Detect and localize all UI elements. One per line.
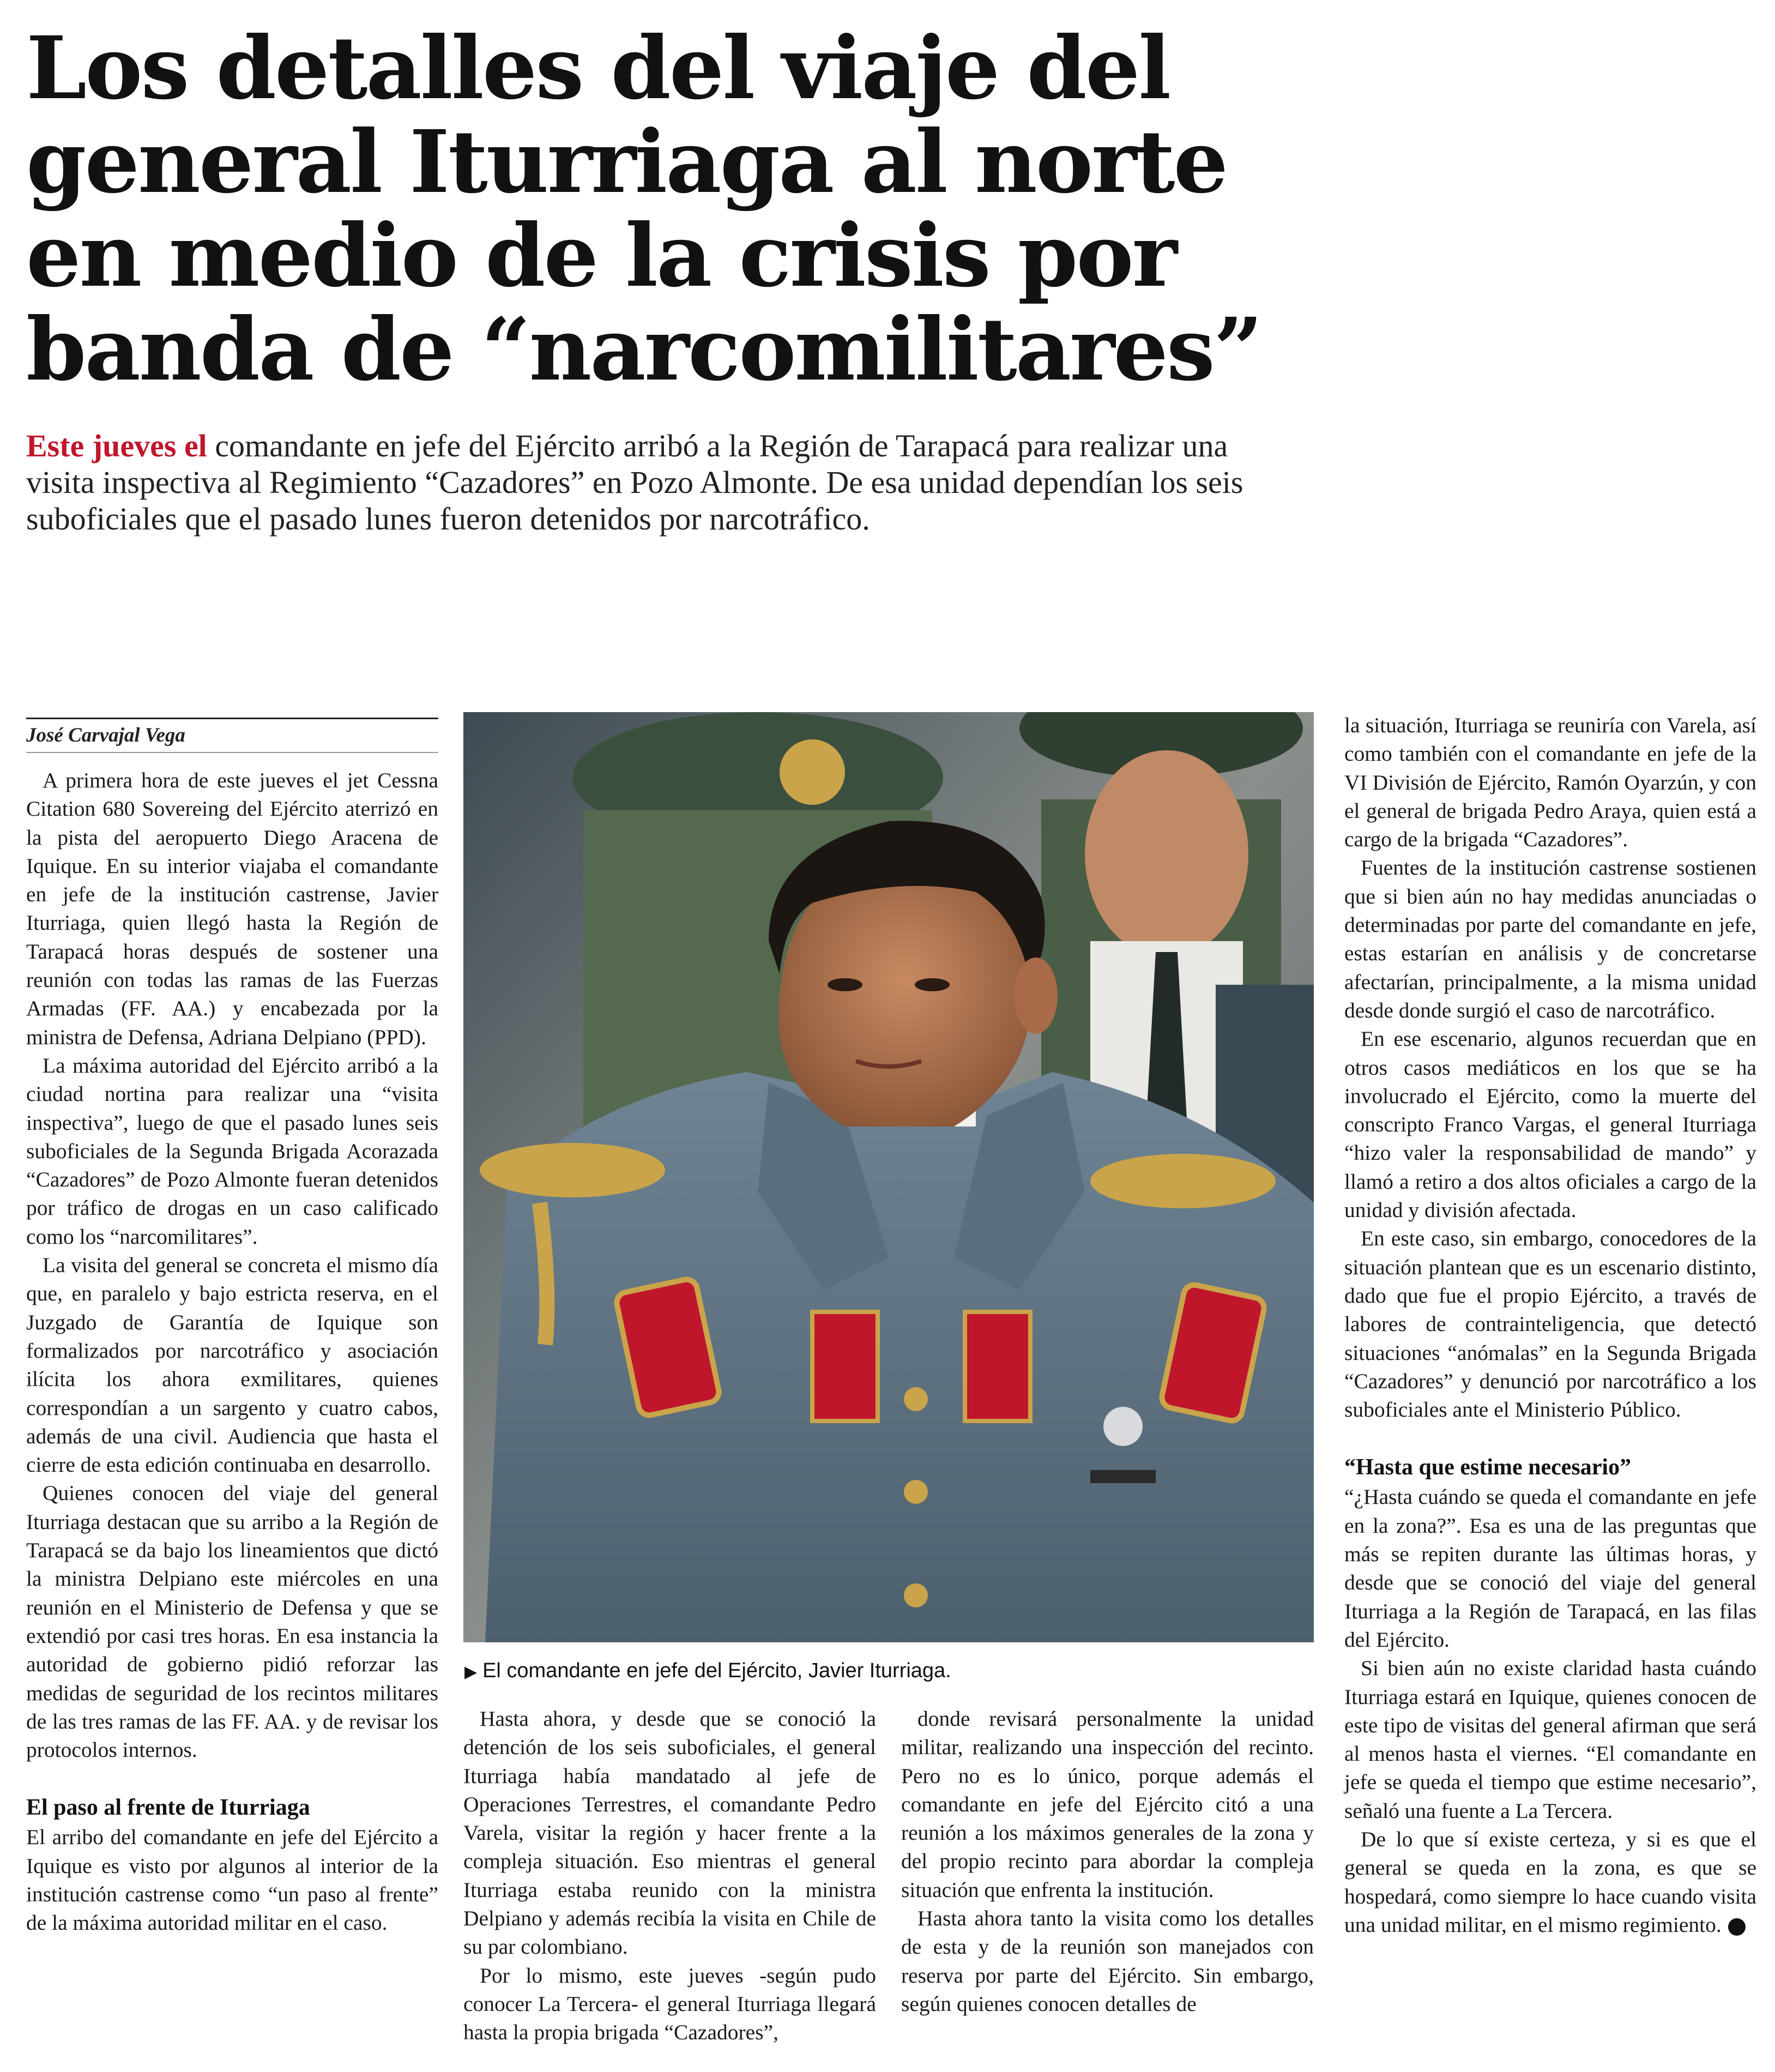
paragraph: A primera hora de este jueves el jet Cessna Citation 680 Sovereing del Ejército aterrizó en la pista del aeropuerto Diego Aracena de Iquique. En su interior viajaba el comandante en jefe de la institución castrense, Javier Iturriaga, quien llegó hasta la Región de Tarapacá horas después de sostener una reunión con todas las ramas de las Fuerzas Armadas (FF. AA.) y encabezada por la ministra de Defensa, Adriana Delpiano (PPD). xyxy=(26,768,438,1049)
headline: Los detalles del viaje del general Iturriaga al norte en medio de la crisis por banda de “narcomilitares” xyxy=(26,18,1261,400)
deck-lead: Este jueves el xyxy=(26,428,207,463)
article-photo xyxy=(463,712,1314,1642)
general-portrait-image xyxy=(463,712,1314,1642)
paragraph-last xyxy=(1344,1825,1756,1939)
paragraph: “¿Hasta cuándo se queda el comandante en jefe en la zona?”. Esa es una de las preguntas que más se repiten durante las últimas horas, y desde que se conoció del viaje del general Iturriaga a la Región de Tarapacá, en las filas del Ejército. xyxy=(1344,1485,1756,1652)
paragraph-text: De lo que sí existe certeza, y si es que el general se queda en la zona, es que se hospedará, como siempre lo hace cuando visita una unidad militar, en el mismo regimiento. xyxy=(1344,1827,1756,1937)
paragraph: La máxima autoridad del Ejército arribó a la ciudad nortina para realizar una “visita inspectiva”, luego de que el pasado lunes seis suboficiales de la Segunda Brigada Acorazada “Cazadores” de Pozo Almonte fueran detenidos por tráfico de drogas en un caso calificado como los “narcomilitares”. xyxy=(26,1053,438,1249)
paragraph: Quienes conocen del viaje del general Iturriaga destacan que su arribo a la Región de Tarapacá se da bajo los lineamientos que dictó la ministra Delpiano este miércoles en una reunión en el Ministerio de Defensa y que se extendió por casi tres horas. En esa instancia la autoridad de gobierno pidió reforzar las medidas de seguridad de los recintos militares de las tres ramas de las FF. AA. y de revisar los protocolos internos. xyxy=(26,1481,438,1762)
subheading: El paso al frente de Iturriaga xyxy=(26,1795,310,1821)
paragraph: El arribo del comandante en jefe del Ejército a Iquique es visto por algunos al interior de la institución castrense como “un paso al frente” de la máxima autoridad militar en el caso. xyxy=(26,1825,438,1935)
paragraph: En ese escenario, algunos recuerdan que en otros casos mediáticos en los que se ha involucrado el Ejército, como la muerte del conscripto Franco Vargas, el general Iturriaga “hizo valer la responsabilidad de mando” y llamó a retiro a dos altos oficiales a cargo de la unidad y división afectada. xyxy=(1344,1027,1756,1222)
paragraph: Hasta ahora, y desde que se conoció la detención de los seis suboficiales, el general Iturriaga había mandatado al jefe de Operaciones Terrestres, el comandante Pedro Varela, visitar la región y hacer frente a la compleja situación. Eso mientras el general Iturriaga estaba reunido con la ministra Delpiano y además recibía la visita en Chile de su par colombiano. xyxy=(463,1707,876,1959)
paragraph: Por lo mismo, este jueves -según pudo conocer La Tercera- el general Iturriaga llegará hasta la propia brigada “Cazadores”, xyxy=(463,1963,876,2045)
paragraph: Fuentes de la institución castrense sostienen que si bien aún no hay medidas anunciadas o determinadas por parte del comandante en jefe, estas estarían en análisis y de concretarse afectarían, principalmente, a la misma unidad desde donde surgió el caso de narcotráfico. xyxy=(1344,856,1756,1022)
end-mark-icon xyxy=(1728,1918,1746,1936)
caption-triangle-icon: ▶ xyxy=(464,1663,478,1681)
caption-text: El comandante en jefe del Ejército, Javier Iturriaga. xyxy=(482,1659,951,1682)
column-2 xyxy=(463,1704,876,2047)
paragraph: En este caso, sin embargo, conocedores de la situación plantean que es un escenario distinto, dado que fue el propio Ejército, a través de labores de contrainteligencia, que detectó situaciones “anómalas” en la Segunda Brigada “Cazadores” y denunció por narcotráfico a los suboficiales ante el Ministerio Público. xyxy=(1344,1226,1756,1422)
paragraph: La visita del general se concreta el mismo día que, en paralelo y bajo estricta reserva, en el Juzgado de Garantía de Iquique son formalizados por narcotráfico y asociación ilícita los ahora exmilitares, quienes correspondían a un sargento y cuatro cabos, además de una civil. Audiencia que hasta el cierre de esta edición continuaba en desarrollo. xyxy=(26,1253,438,1477)
photo-caption xyxy=(464,1657,1315,1686)
subheading: “Hasta que estime necesario” xyxy=(1344,1455,1632,1480)
column-4 xyxy=(1344,711,1756,1939)
paragraph: Si bien aún no existe claridad hasta cuándo Iturriaga estará en Iquique, quienes conocen de este tipo de visitas del general afirman que será al menos hasta el viernes. “El comandante en jefe se queda el tiempo que estime necesario”, señaló una fuente a La Tercera. xyxy=(1344,1656,1756,1823)
column-3 xyxy=(901,1704,1314,2047)
paragraph: Hasta ahora tanto la visita como los detalles de esta y de la reunión son manejados con reserva por parte del Ejército. Sin embargo, según quienes conocen detalles de xyxy=(901,1906,1314,2016)
deck xyxy=(26,427,1280,537)
byline: José Carvajal Vega xyxy=(26,718,438,753)
deck-text: comandante en jefe del Ejército arribó a la Región de Tarapacá para realizar una visita inspectiva al Regimiento “Cazadores” en Pozo Almonte. De esa unidad dependían los seis suboficiales que el pasado lunes fueron detenidos por narcotráfico. xyxy=(26,428,1243,537)
paragraph: donde revisará personalmente la unidad militar, realizando una inspección del recinto. Pero no es lo único, porque además el comandante en jefe del Ejército citó a una reunión a los máximos generales de la zona y del propio recinto para abordar la compleja situación que enfrenta la institución. xyxy=(901,1707,1314,1902)
paragraph: la situación, Iturriaga se reuniría con Varela, así como también con el comandante en jefe de la VI División de Ejército, Ramón Oyarzún, y con el general de brigada Pedro Araya, quien está a cargo de la brigada “Cazadores”. xyxy=(1344,713,1756,852)
column-1 xyxy=(26,718,438,1937)
columns-below-photo xyxy=(463,1704,1314,2047)
